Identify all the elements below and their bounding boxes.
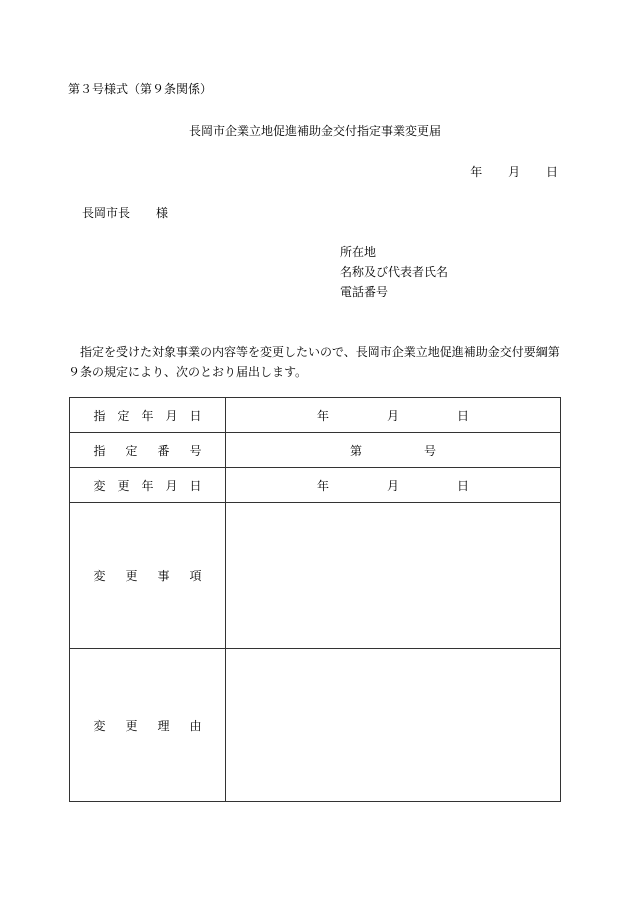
applicant-name-label: 名称及び代表者氏名 [340,265,449,279]
label-char: 号 [189,443,202,458]
table-row-designation-date [70,398,561,433]
date-day-label: 日 [545,165,558,179]
table-row-change-item [70,503,561,649]
change-form-table [69,397,561,802]
label-chars [94,717,202,734]
change-date-value[interactable] [226,468,561,503]
designation-number-label [70,433,226,468]
applicant-location-label: 所在地 [340,245,377,259]
addressee [82,204,168,221]
label-chars [94,407,202,424]
value-day: 日 [457,478,470,493]
value-parts [226,442,560,459]
label-char: 由 [189,718,202,733]
table-row-change-reason [70,649,561,802]
value-gou: 号 [424,443,437,458]
label-char: 年 [141,478,154,493]
label-chars [94,442,202,459]
label-char: 理 [157,718,170,733]
form-number: 第３号様式（第９条関係） [68,82,213,96]
change-reason-label [70,649,226,802]
label-chars [94,477,202,494]
applicant-phone-label: 電話番号 [340,285,389,299]
label-char: 変 [93,569,106,583]
label-char: 変 [93,718,106,733]
table-row-change-date [70,468,561,503]
value-day: 日 [457,408,470,423]
value-year: 年 [316,408,329,423]
label-char: 更 [125,718,138,733]
change-reason-value[interactable] [226,649,561,802]
label-chars [94,567,202,584]
label-char: 月 [165,408,178,423]
label-char: 定 [117,408,130,423]
change-item-label [70,503,226,649]
change-item-value[interactable] [226,503,561,649]
value-dai: 第 [349,443,362,458]
value-month: 月 [386,478,399,493]
label-char: 項 [189,569,202,583]
addressee-name: 長岡市長 [82,206,131,220]
applicant-block [340,242,448,302]
label-char: 年 [141,408,154,423]
label-char: 更 [125,569,138,583]
value-year: 年 [316,478,329,493]
label-char: 月 [165,478,178,493]
designation-number-value[interactable] [226,433,561,468]
date-month-label: 月 [508,165,521,179]
label-char: 指 [93,443,106,458]
label-char: 指 [93,408,106,423]
label-char: 日 [189,478,202,493]
date-year-label: 年 [470,165,483,179]
value-month: 月 [386,408,399,423]
label-char: 日 [189,408,202,423]
document-title: 長岡市企業立地促進補助金交付指定事業変更届 [188,124,441,138]
value-parts [226,477,560,494]
addressee-honorific: 様 [156,206,169,220]
body-text: 指定を受けた対象事業の内容等を変更したいので、長岡市企業立地促進補助金交付要綱第９条の規定により、次のとおり届出します。 [68,345,560,379]
value-parts [226,407,560,424]
label-char: 定 [125,443,138,458]
designation-date-label [70,398,226,433]
table-row-designation-number [70,433,561,468]
label-char: 変 [93,478,106,493]
submission-date [470,163,558,180]
designation-date-value[interactable] [226,398,561,433]
label-char: 更 [117,478,130,493]
label-char: 番 [157,443,170,458]
label-char: 事 [157,569,170,583]
change-date-label [70,468,226,503]
